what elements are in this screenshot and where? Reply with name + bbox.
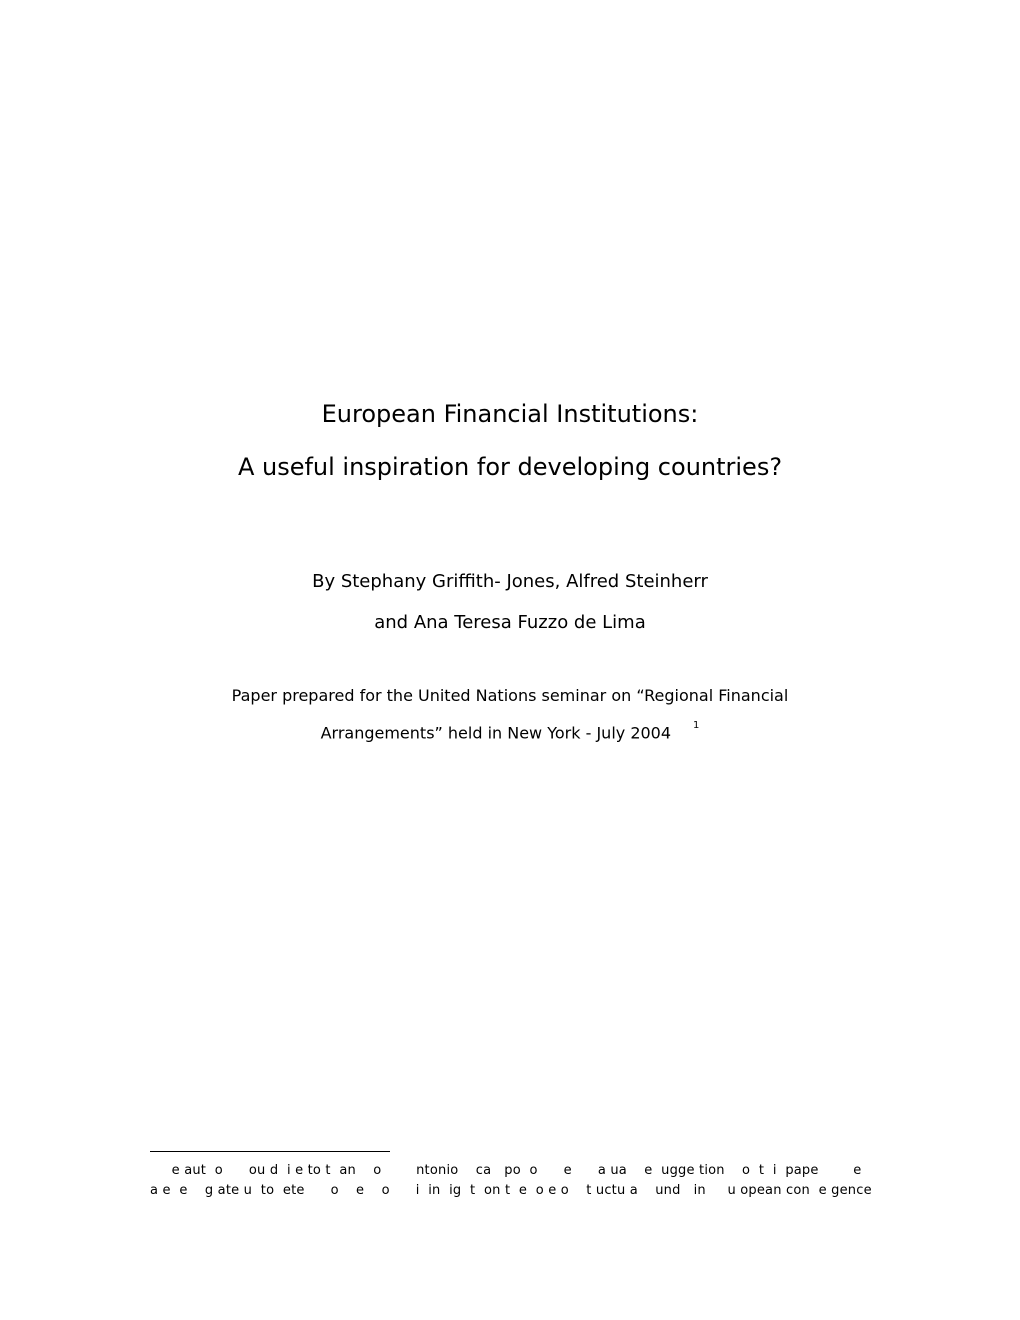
authors-line-1: By Stephany Griffith- Jones, Alfred Steinherr [312,571,708,592]
footnote-reference-marker: 1 [693,720,700,731]
paper-title-line-1: European Financial Institutions: [321,400,699,428]
footnote-text-line-2: a e e g ate u to ete o e o i in ig t on t e o e o t uctu a und in u opean con e gence [150,1183,872,1198]
footnote-text-line-1: e aut o ou d i e to t an o ntonio ca po o e a ua e ugge tion o t i pape e [150,1163,862,1178]
paper-note-line-1: Paper prepared for the United Nations seminar on “Regional Financial [231,686,789,705]
paper-title-line-2: A useful inspiration for developing countries? [237,453,783,481]
paper-note-line-2-text: Arrangements” held in New York - July 2004 [320,723,672,743]
paper-note-line-2 [0,719,1020,744]
authors-line-2: and Ana Teresa Fuzzo de Lima [374,612,646,633]
footnote-separator-rule [150,1151,390,1152]
